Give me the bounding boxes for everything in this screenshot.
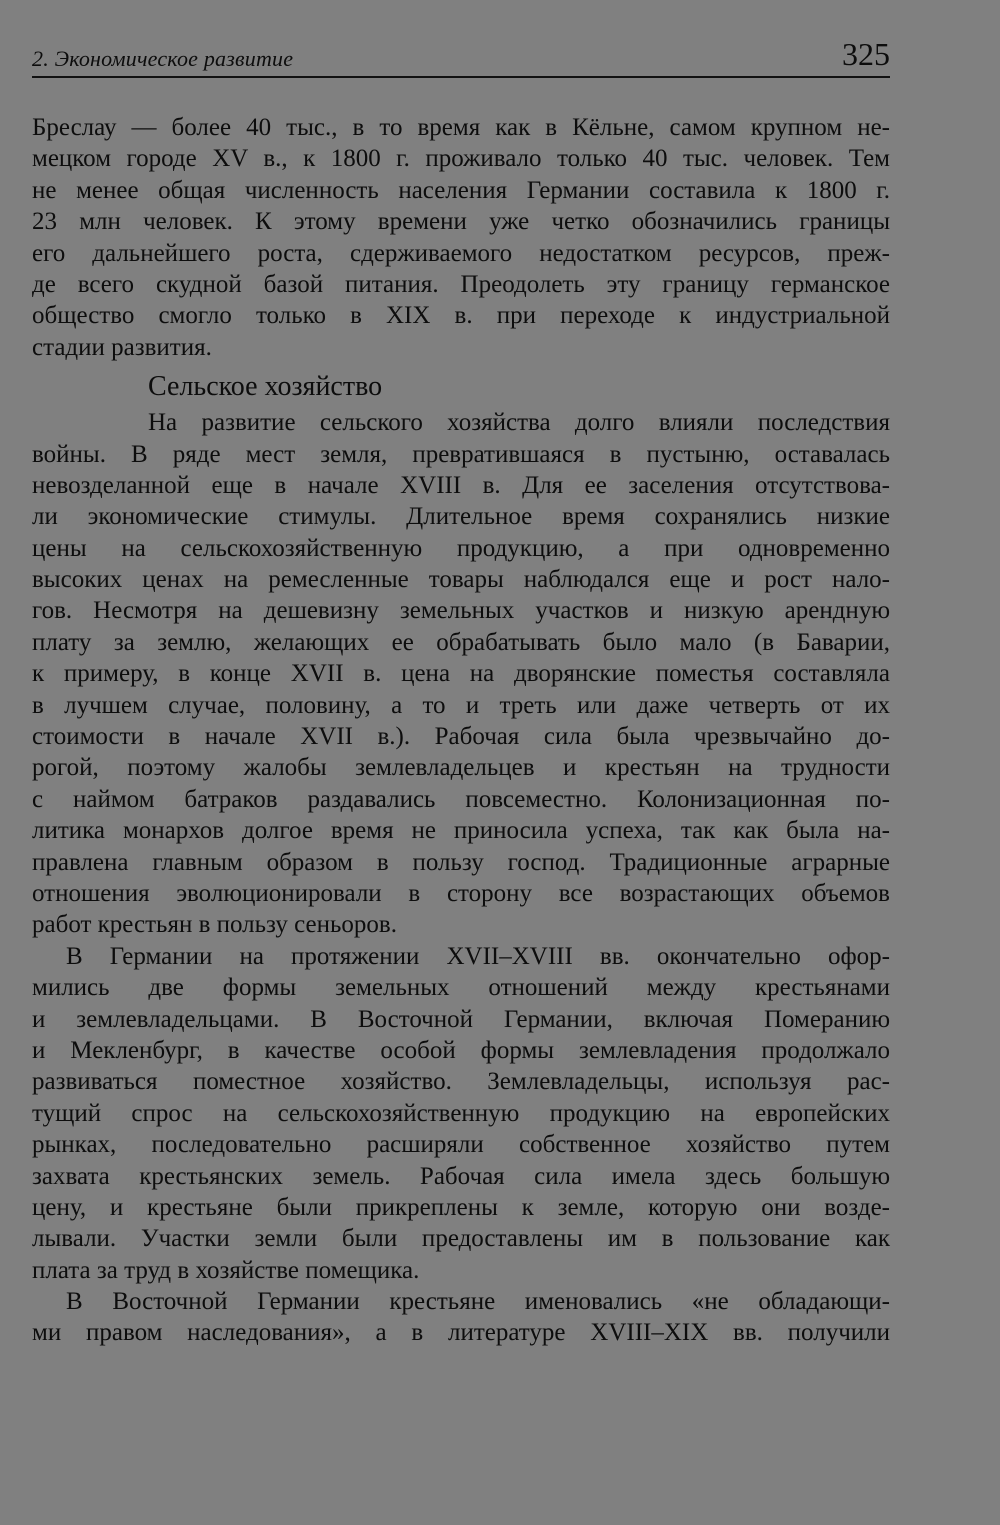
text-line: и Мекленбург, в качестве особой формы землевладения продолжало: [32, 1036, 890, 1064]
text-line: стадии развития.: [32, 333, 212, 361]
text-line: мецком городе XV в., к 1800 г. проживало только 40 тыс. человек. Тем: [32, 145, 890, 173]
text-line: общество смогло только в XIX в. при переходе к индустриальной: [32, 302, 890, 330]
text-line: невозделанной еще в начале XVIII в. Для ее заселения отсутствова-: [32, 471, 890, 499]
text-line: плату за землю, желающих ее обрабатывать было мало (в Баварии,: [32, 628, 890, 656]
text-line: В Восточной Германии крестьяне именовались «не обладающи-: [66, 1288, 890, 1316]
running-header: [32, 36, 890, 76]
text-line: де всего скудной базой питания. Преодолеть эту границу германское: [32, 270, 890, 298]
text-line: его дальнейшего роста, сдерживаемого недостатком ресурсов, преж-: [32, 239, 890, 267]
text-line: лывали. Участки земли были предоставлены им в пользование как: [32, 1225, 890, 1253]
page-number: 325: [842, 36, 890, 72]
header-rule: [32, 76, 890, 78]
text-line: Бреслау — более 40 тыс., в то время как в Кёльне, самом крупном не-: [32, 114, 890, 141]
text-line: в лучшем случае, половину, а то и треть или даже четверть от их: [32, 691, 890, 719]
text-line: развиваться поместное хозяйство. Землевладельцы, используя рас-: [32, 1068, 890, 1096]
text-line: гов. Несмотря на дешевизну земельных участков и низкую арендную: [32, 597, 890, 625]
paragraph-2: [32, 407, 890, 941]
text-line: плата за труд в хозяйстве помещика.: [32, 1256, 420, 1284]
text-line: к примеру, в конце XVII в. цена на дворянские поместья составляла: [32, 660, 890, 688]
text-line: отношения эволюционировали в сторону все возрастающих объемов: [32, 879, 890, 907]
text-line: войны. В ряде мест земля, превратившаяся в пустыню, оставалась: [32, 440, 890, 468]
text-line: с наймом батраков раздавались повсеместно. Колонизационная по-: [32, 785, 890, 813]
text-line: рынках, последовательно расширяли собственное хозяйство путем: [32, 1131, 890, 1159]
paragraph-3: [32, 941, 890, 1286]
page-body: [32, 112, 890, 1349]
paragraph-4: [32, 1286, 890, 1349]
text-line: правлена главным образом в пользу господ. Традиционные аграрные: [32, 848, 890, 876]
chapter-title: 2. Экономическое развитие: [32, 46, 294, 71]
text-line: и землевладельцами. В Восточной Германии, включая Померанию: [32, 1005, 890, 1033]
text-line: не менее общая численность населения Германии составила к 1800 г.: [32, 176, 890, 204]
paragraph-1: [32, 112, 890, 363]
text-line: работ крестьян в пользу сеньоров.: [32, 911, 397, 939]
text-line: захвата крестьянских земель. Рабочая сила имела здесь большую: [32, 1162, 890, 1190]
text-line: высоких ценах на ремесленные товары наблюдался еще и рост нало-: [32, 566, 890, 594]
text-line: рогой, поэтому жалобы землевладельцев и крестьян на трудности: [32, 754, 890, 782]
text-line: мились две формы земельных отношений между крестьянами: [32, 974, 890, 1002]
text-line: литика монархов долгое время не приносила успеха, так как была на-: [32, 817, 890, 845]
text-line: 23 млн человек. К этому времени уже четко обозначились границы: [32, 208, 890, 236]
text-line: На развитие сельского хозяйства долго влияли последствия: [148, 409, 890, 437]
text-line: цену, и крестьяне были прикреплены к земле, которую они возде-: [32, 1193, 890, 1221]
text-line: стоимости в начале XVII в.). Рабочая сила была чрезвычайно до-: [32, 723, 890, 751]
text-line: В Германии на протяжении XVII–XVIII вв. окончательно офор-: [66, 942, 890, 970]
text-line: тущий спрос на сельскохозяйственную продукцию на европейских: [32, 1099, 890, 1127]
text-line: ми правом наследования», а в литературе XVIII–XIX вв. получили: [32, 1319, 890, 1347]
section-heading: Сельское хозяйство: [148, 371, 383, 403]
text-line: ли экономические стимулы. Длительное время сохранялись низкие: [32, 503, 890, 531]
text-line: цены на сельскохозяйственную продукцию, а при одновременно: [32, 534, 890, 562]
